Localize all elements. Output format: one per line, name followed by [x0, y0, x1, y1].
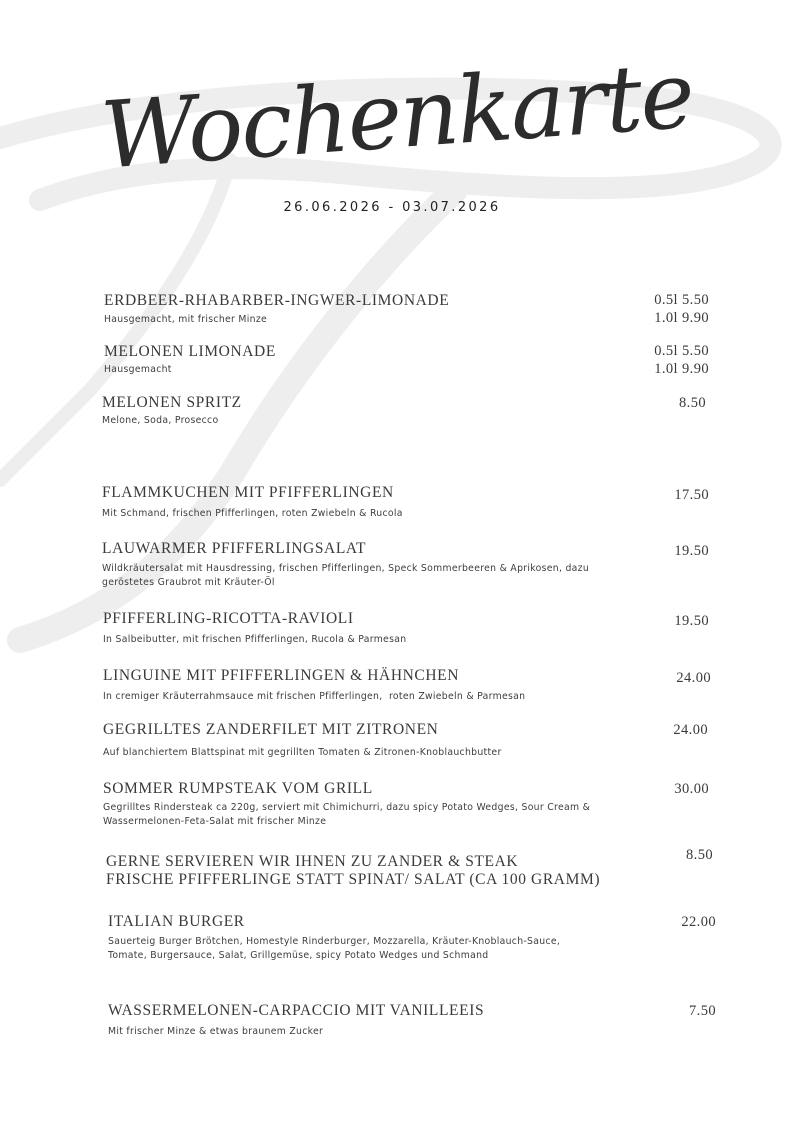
menu-item — [102, 394, 622, 428]
item-description — [108, 935, 668, 963]
item-price: 30.00 — [674, 781, 709, 797]
item-description — [102, 562, 662, 590]
item-description: Melone, Soda, Prosecco — [102, 414, 219, 426]
description-line: Wassermelonen-Feta-Salat mit frischer Minze — [103, 815, 327, 827]
item-name: LINGUINE MIT PFIFFERLINGEN & HÄHNCHEN — [103, 667, 460, 684]
description-line: Wildkräutersalat mit Hausdressing, frischen Pfifferlingen, Speck Sommerbeeren & Aprikosen, dazu — [102, 562, 590, 574]
item-description — [103, 801, 663, 829]
item-price — [654, 342, 709, 378]
item-name: MELONEN LIMONADE — [104, 343, 276, 360]
item-price: 17.50 — [674, 487, 709, 503]
description-line: Sauerteig Burger Brötchen, Homestyle Rinderburger, Mozzarella, Kräuter-Knoblauch-Sauce, — [108, 935, 561, 947]
description-line: Tomate, Burgersauce, Salat, Grillgemüse, spicy Potato Wedges und Schmand — [108, 949, 489, 961]
menu-item — [103, 780, 663, 829]
item-description: Mit frischer Minze & etwas braunem Zucker — [108, 1025, 324, 1037]
item-description: Mit Schmand, frischen Pfifferlingen, roten Zwiebeln & Rucola — [102, 507, 403, 519]
price-small: 0.5l 5.50 — [654, 292, 709, 308]
item-price: 8.50 — [679, 395, 706, 411]
item-name: FRISCHE PFIFFERLINGE STATT SPINAT/ SALAT (CA 100 GRAMM) — [106, 870, 601, 888]
menu-item — [108, 1002, 668, 1039]
price-small: 0.5l 5.50 — [654, 343, 709, 359]
item-price: 24.00 — [676, 670, 711, 686]
price-large: 1.0l 9.90 — [654, 310, 709, 326]
menu-item — [102, 540, 662, 590]
item-name: MELONEN SPRITZ — [102, 394, 242, 411]
item-price — [654, 291, 709, 327]
item-name: PFIFFERLING-RICOTTA-RAVIOLI — [103, 610, 354, 627]
item-name: ERDBEER-RHABARBER-INGWER-LIMONADE — [104, 292, 450, 309]
item-name: LAUWARMER PFIFFERLINGSALAT — [102, 540, 367, 557]
menu-item — [106, 853, 666, 889]
item-price: 22.00 — [681, 914, 716, 930]
price-large: 1.0l 9.90 — [654, 361, 709, 377]
item-description: Hausgemacht, mit frischer Minze — [104, 313, 268, 325]
item-name: SOMMER RUMPSTEAK VOM GRILL — [103, 780, 373, 797]
item-description: Auf blanchiertem Blattspinat mit gegrillten Tomaten & Zitronen-Knoblauchbutter — [103, 746, 502, 758]
item-name: FLAMMKUCHEN MIT PFIFFERLINGEN — [102, 484, 394, 501]
item-description: In cremiger Kräuterrahmsauce mit frischen Pfifferlingen, roten Zwiebeln & Parmesan — [103, 690, 526, 702]
description-line: geröstetes Graubrot mit Kräuter-Öl — [102, 576, 275, 588]
item-price: 24.00 — [673, 722, 708, 738]
menu-item — [104, 292, 624, 327]
item-description: In Salbeibutter, mit frischen Pfifferlingen, Rucola & Parmesan — [103, 633, 407, 645]
item-price: 19.50 — [674, 543, 709, 559]
item-price: 19.50 — [674, 613, 709, 629]
menu-item — [102, 484, 662, 521]
item-name: ITALIAN BURGER — [108, 913, 245, 930]
menu-item — [103, 721, 663, 760]
menu-item — [103, 610, 663, 647]
item-description: Hausgemacht — [104, 363, 172, 375]
date-range: 26.06.2026 - 03.07.2026 — [283, 200, 501, 215]
item-name: GERNE SERVIEREN WIR IHNEN ZU ZANDER & STEAK — [106, 853, 519, 870]
menu-item — [104, 343, 624, 377]
menu-item — [103, 667, 663, 704]
item-price: 8.50 — [686, 847, 713, 863]
page-title: Wochenkarte — [97, 41, 697, 190]
menu-item — [108, 913, 668, 963]
description-line: Gegrilltes Rindersteak ca 220g, serviert mit Chimichurri, dazu spicy Potato Wedges, Sour Cream & — [103, 801, 591, 813]
item-name: WASSERMELONEN-CARPACCIO MIT VANILLEEIS — [108, 1002, 485, 1019]
item-name: GEGRILLTES ZANDERFILET MIT ZITRONEN — [103, 721, 439, 738]
item-price: 7.50 — [689, 1003, 716, 1019]
